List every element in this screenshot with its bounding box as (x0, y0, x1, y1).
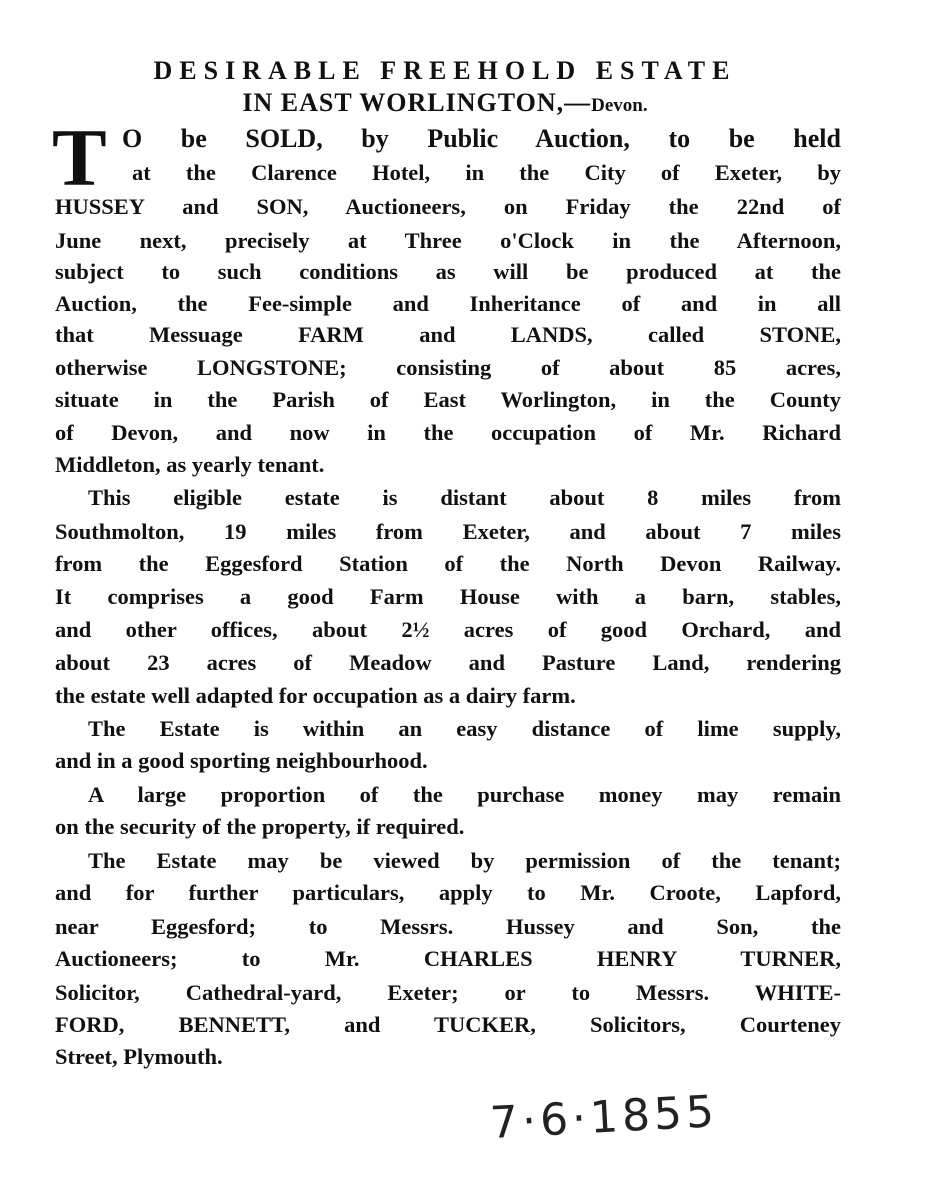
body-line: It comprises a good Farm House with a barn, stables, (55, 584, 841, 609)
body-line: Auctioneers; to Mr. CHARLES HENRY TURNER, (55, 946, 841, 971)
body-line: June next, precisely at Three o'Clock in the Afternoon, (55, 228, 841, 253)
body-line: on the security of the property, if required. (55, 814, 465, 839)
body-line: subject to such conditions as will be produced at the (55, 259, 841, 284)
body-line: Auction, the Fee-simple and Inheritance of and in all (55, 291, 841, 316)
body-line: The Estate is within an easy distance of lime supply, (88, 716, 841, 741)
subheading-place: IN EAST WORLINGTON,— (242, 88, 592, 117)
body-line: about 23 acres of Meadow and Pasture Land, rendering (55, 650, 841, 675)
body-line: near Eggesford; to Messrs. Hussey and Son, the (55, 914, 841, 939)
body-line: at the Clarence Hotel, in the City of Exeter, by (132, 160, 841, 185)
advert-subheading (40, 88, 850, 118)
body-line: and other offices, about 2½ acres of good Orchard, and (55, 617, 841, 642)
body-line: of Devon, and now in the occupation of Mr. Richard (55, 420, 841, 445)
body-line: FORD, BENNETT, and TUCKER, Solicitors, Courteney (55, 1012, 841, 1037)
body-line: and in a good sporting neighbourhood. (55, 748, 428, 773)
body-line: situate in the Parish of East Worlington, in the County (55, 387, 841, 412)
body-line: the estate well adapted for occupation as a dairy farm. (55, 683, 576, 708)
body-line: otherwise LONGSTONE; consisting of about 85 acres, (55, 355, 841, 380)
subheading-county: Devon. (591, 95, 648, 116)
advert-heading: DESIRABLE FREEHOLD ESTATE (153, 56, 737, 85)
body-line: O be SOLD, by Public Auction, to be held (122, 124, 841, 153)
body-line: Solicitor, Cathedral-yard, Exeter; or to Messrs. WHITE- (55, 980, 841, 1005)
body-line: that Messuage FARM and LANDS, called STONE, (55, 322, 841, 347)
body-line: from the Eggesford Station of the North Devon Railway. (55, 551, 841, 576)
body-line: HUSSEY and SON, Auctioneers, on Friday the 22nd of (55, 194, 841, 219)
body-line: Middleton, as yearly tenant. (55, 452, 325, 477)
body-line: Street, Plymouth. (55, 1044, 223, 1069)
body-line: The Estate may be viewed by permission of the tenant; (88, 848, 841, 873)
body-line: and for further particulars, apply to Mr. Croote, Lapford, (55, 880, 841, 905)
body-line: Southmolton, 19 miles from Exeter, and about 7 miles (55, 519, 841, 544)
drop-capital: T (52, 112, 107, 203)
body-line: This eligible estate is distant about 8 miles from (88, 485, 841, 510)
body-line: A large proportion of the purchase money may remain (88, 782, 841, 807)
handwritten-date: 7·6·1855 (488, 1086, 720, 1149)
